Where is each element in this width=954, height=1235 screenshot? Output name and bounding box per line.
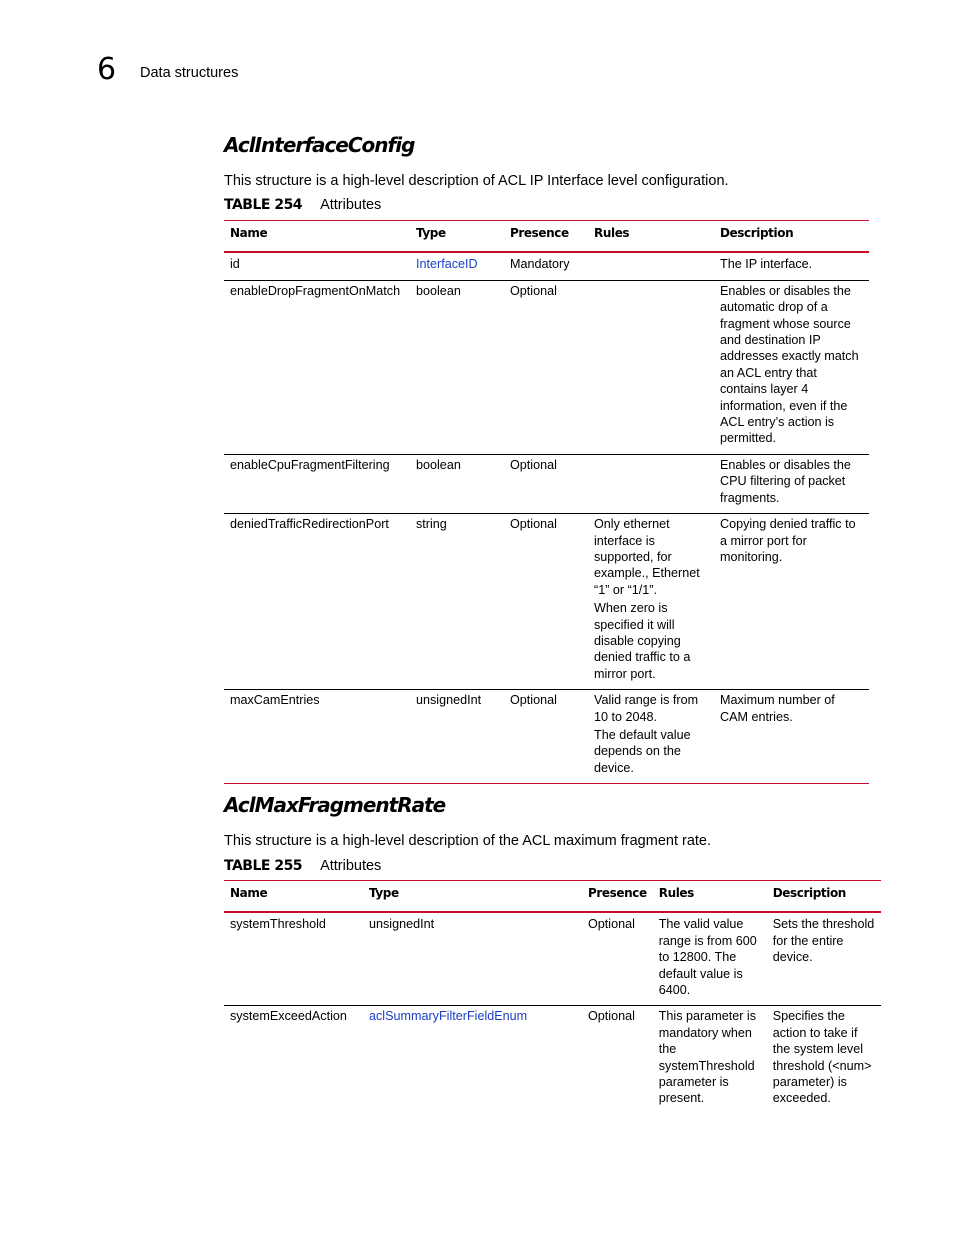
cell-presence: Optional [504, 454, 588, 513]
column-header: Type [363, 881, 582, 913]
cell-presence: Optional [588, 1009, 635, 1024]
cell-description: Specifies the action to take if the system level threshold (<num> parameter) is exceeded. [772, 1009, 872, 1106]
cell-name: id [224, 252, 410, 280]
rule-text: Valid range is from 10 to 2048. [594, 693, 699, 724]
table-header-row [224, 881, 881, 913]
cell-type: boolean [410, 454, 504, 513]
cell-rules [588, 514, 714, 690]
column-header: Rules [588, 221, 714, 253]
table-number: TABLE 255 [224, 858, 303, 874]
cell-name: systemExceedAction [230, 1009, 347, 1024]
cell-type: string [410, 514, 504, 690]
column-header: Name [224, 221, 410, 253]
cell-description: Enables or disables the automatic drop of a fragment whose source and destination IP addresses exactly match an ACL entry that contains layer 4 information, even if the ACL entry’s action is permitted. [714, 280, 869, 454]
section-title: AclMaxFragmentRate [224, 793, 446, 817]
cell-name: maxCamEntries [224, 690, 410, 784]
rule-text: Only ethernet interface is supported, for example., Ethernet “1” or “1/1”. [594, 517, 700, 597]
table-caption [224, 858, 381, 874]
rule-text: The valid value range is from 600 to 12800. The default value is 6400. [658, 917, 757, 998]
column-header: Rules [653, 881, 767, 913]
cell-rules [588, 252, 714, 280]
cell-description: Sets the threshold for the entire device. [767, 912, 881, 1006]
table-caption [224, 197, 381, 213]
cell-rules [588, 454, 714, 513]
cell-description: Maximum number of CAM entries. [714, 690, 869, 784]
table-header-row [224, 221, 869, 253]
cell-name: enableCpuFragmentFiltering [224, 454, 410, 513]
cell-presence: Mandatory [504, 252, 588, 280]
cell-type: boolean [410, 280, 504, 454]
column-header: Presence [504, 221, 588, 253]
cell-rules [588, 690, 714, 784]
table-number: TABLE 254 [224, 197, 303, 213]
rule-text: When zero is specified it will disable copying denied traffic to a mirror port. [594, 601, 691, 681]
column-header: Name [224, 881, 363, 913]
cell-presence: Optional [582, 912, 653, 1006]
cell-type-link[interactable]: aclSummaryFilterFieldEnum [369, 1009, 528, 1024]
table-caption-text: Attributes [320, 197, 382, 213]
cell-name: deniedTrafficRedirectionPort [224, 514, 410, 690]
cell-name: systemThreshold [224, 912, 363, 1006]
cell-description: The IP interface. [714, 252, 869, 280]
section-title: AclInterfaceConfig [224, 133, 415, 157]
cell-presence: Optional [504, 514, 588, 690]
table-row [224, 514, 869, 690]
cell-rules [588, 280, 714, 454]
cell-rules [653, 912, 767, 1006]
table-row [224, 912, 881, 1006]
cell-type: unsignedInt [410, 690, 504, 784]
cell-type: unsignedInt [363, 912, 582, 1006]
cell-description: Copying denied traffic to a mirror port for monitoring. [714, 514, 869, 690]
table-caption-text: Attributes [320, 858, 382, 874]
section-description: This structure is a high-level description of ACL IP Interface level configuration. [224, 173, 729, 189]
chapter-title: Data structures [140, 65, 239, 81]
cell-type-link[interactable]: InterfaceID [410, 252, 504, 280]
rule-text: The default value depends on the device. [594, 727, 691, 775]
cell-presence: Optional [504, 280, 588, 454]
table-row [224, 280, 869, 454]
column-header: Presence [582, 881, 653, 913]
cell-presence: Optional [504, 690, 588, 784]
chapter-number: 6 [97, 52, 117, 87]
attributes-table-255 [224, 880, 881, 1114]
table-row [224, 1006, 881, 1114]
cell-name: enableDropFragmentOnMatch [224, 280, 410, 454]
column-header: Description [767, 881, 881, 913]
column-header: Description [714, 221, 869, 253]
column-header: Type [410, 221, 504, 253]
table-row [224, 690, 869, 784]
attributes-table-254 [224, 220, 869, 784]
table-row [224, 454, 869, 513]
cell-rules [653, 1006, 767, 1114]
cell-description: Enables or disables the CPU filtering of packet fragments. [714, 454, 869, 513]
rule-text: This parameter is mandatory when the systemThreshold parameter is present. [658, 1009, 757, 1106]
table-row [224, 252, 869, 280]
section-description: This structure is a high-level description of the ACL maximum fragment rate. [224, 833, 712, 849]
